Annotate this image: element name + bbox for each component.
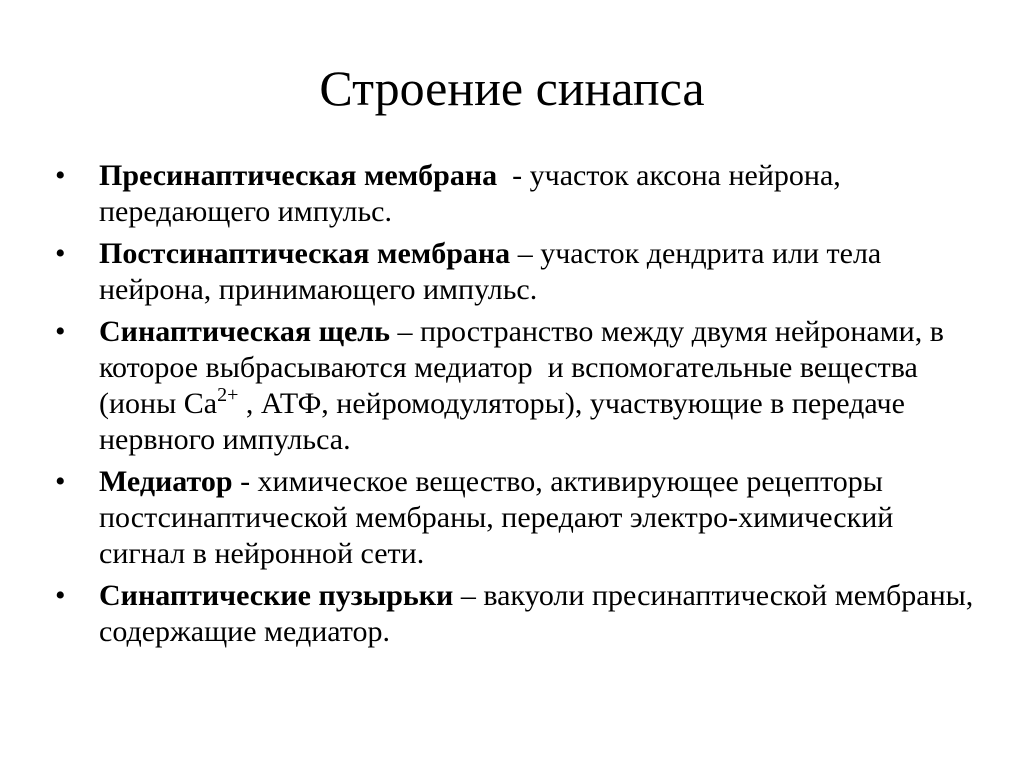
definition-text: - химическое вещество, активирующее рецепторы постсинаптической мембраны, передают электро-химический сигнал в нейронной сети.: [99, 465, 894, 570]
bullet-list: [55, 158, 985, 656]
definition-text: – участок дендрита или тела нейрона, принимающего импульс.: [99, 237, 882, 306]
term-presynaptic-membrane: Пресинаптическая мембрана: [99, 159, 498, 192]
bullet-icon: •: [55, 237, 66, 270]
bullet-icon: •: [55, 159, 66, 192]
list-item: [55, 314, 985, 458]
list-item: [55, 158, 985, 230]
term-mediator: Медиатор: [99, 465, 233, 498]
definition-text: – пространство между двумя нейронами, в которое выбрасываются медиатор и вспомогательные вещества (ионы Са: [99, 315, 952, 420]
bullet-icon: •: [55, 465, 66, 498]
slide-title: Строение синапса: [319, 60, 705, 116]
definition-text: - участок аксона нейрона, передающего импульс.: [99, 159, 849, 228]
list-item: [55, 464, 985, 572]
definition-text: – вакуоли пресинаптической мембраны, содержащие медиатор.: [99, 579, 974, 648]
term-postsynaptic-membrane: Постсинаптическая мембрана: [99, 237, 511, 270]
list-item: [55, 236, 985, 308]
term-synaptic-vesicles: Синаптические пузырьки: [99, 579, 454, 612]
superscript-charge: 2+: [217, 384, 239, 406]
bullet-icon: •: [55, 579, 66, 612]
list-item: [55, 578, 985, 650]
definition-text-continued: , АТФ, нейромодуляторы), участвующие в передаче нервного импульса.: [99, 387, 905, 456]
term-synaptic-cleft: Синаптическая щель: [99, 315, 390, 348]
bullet-icon: •: [55, 315, 66, 348]
